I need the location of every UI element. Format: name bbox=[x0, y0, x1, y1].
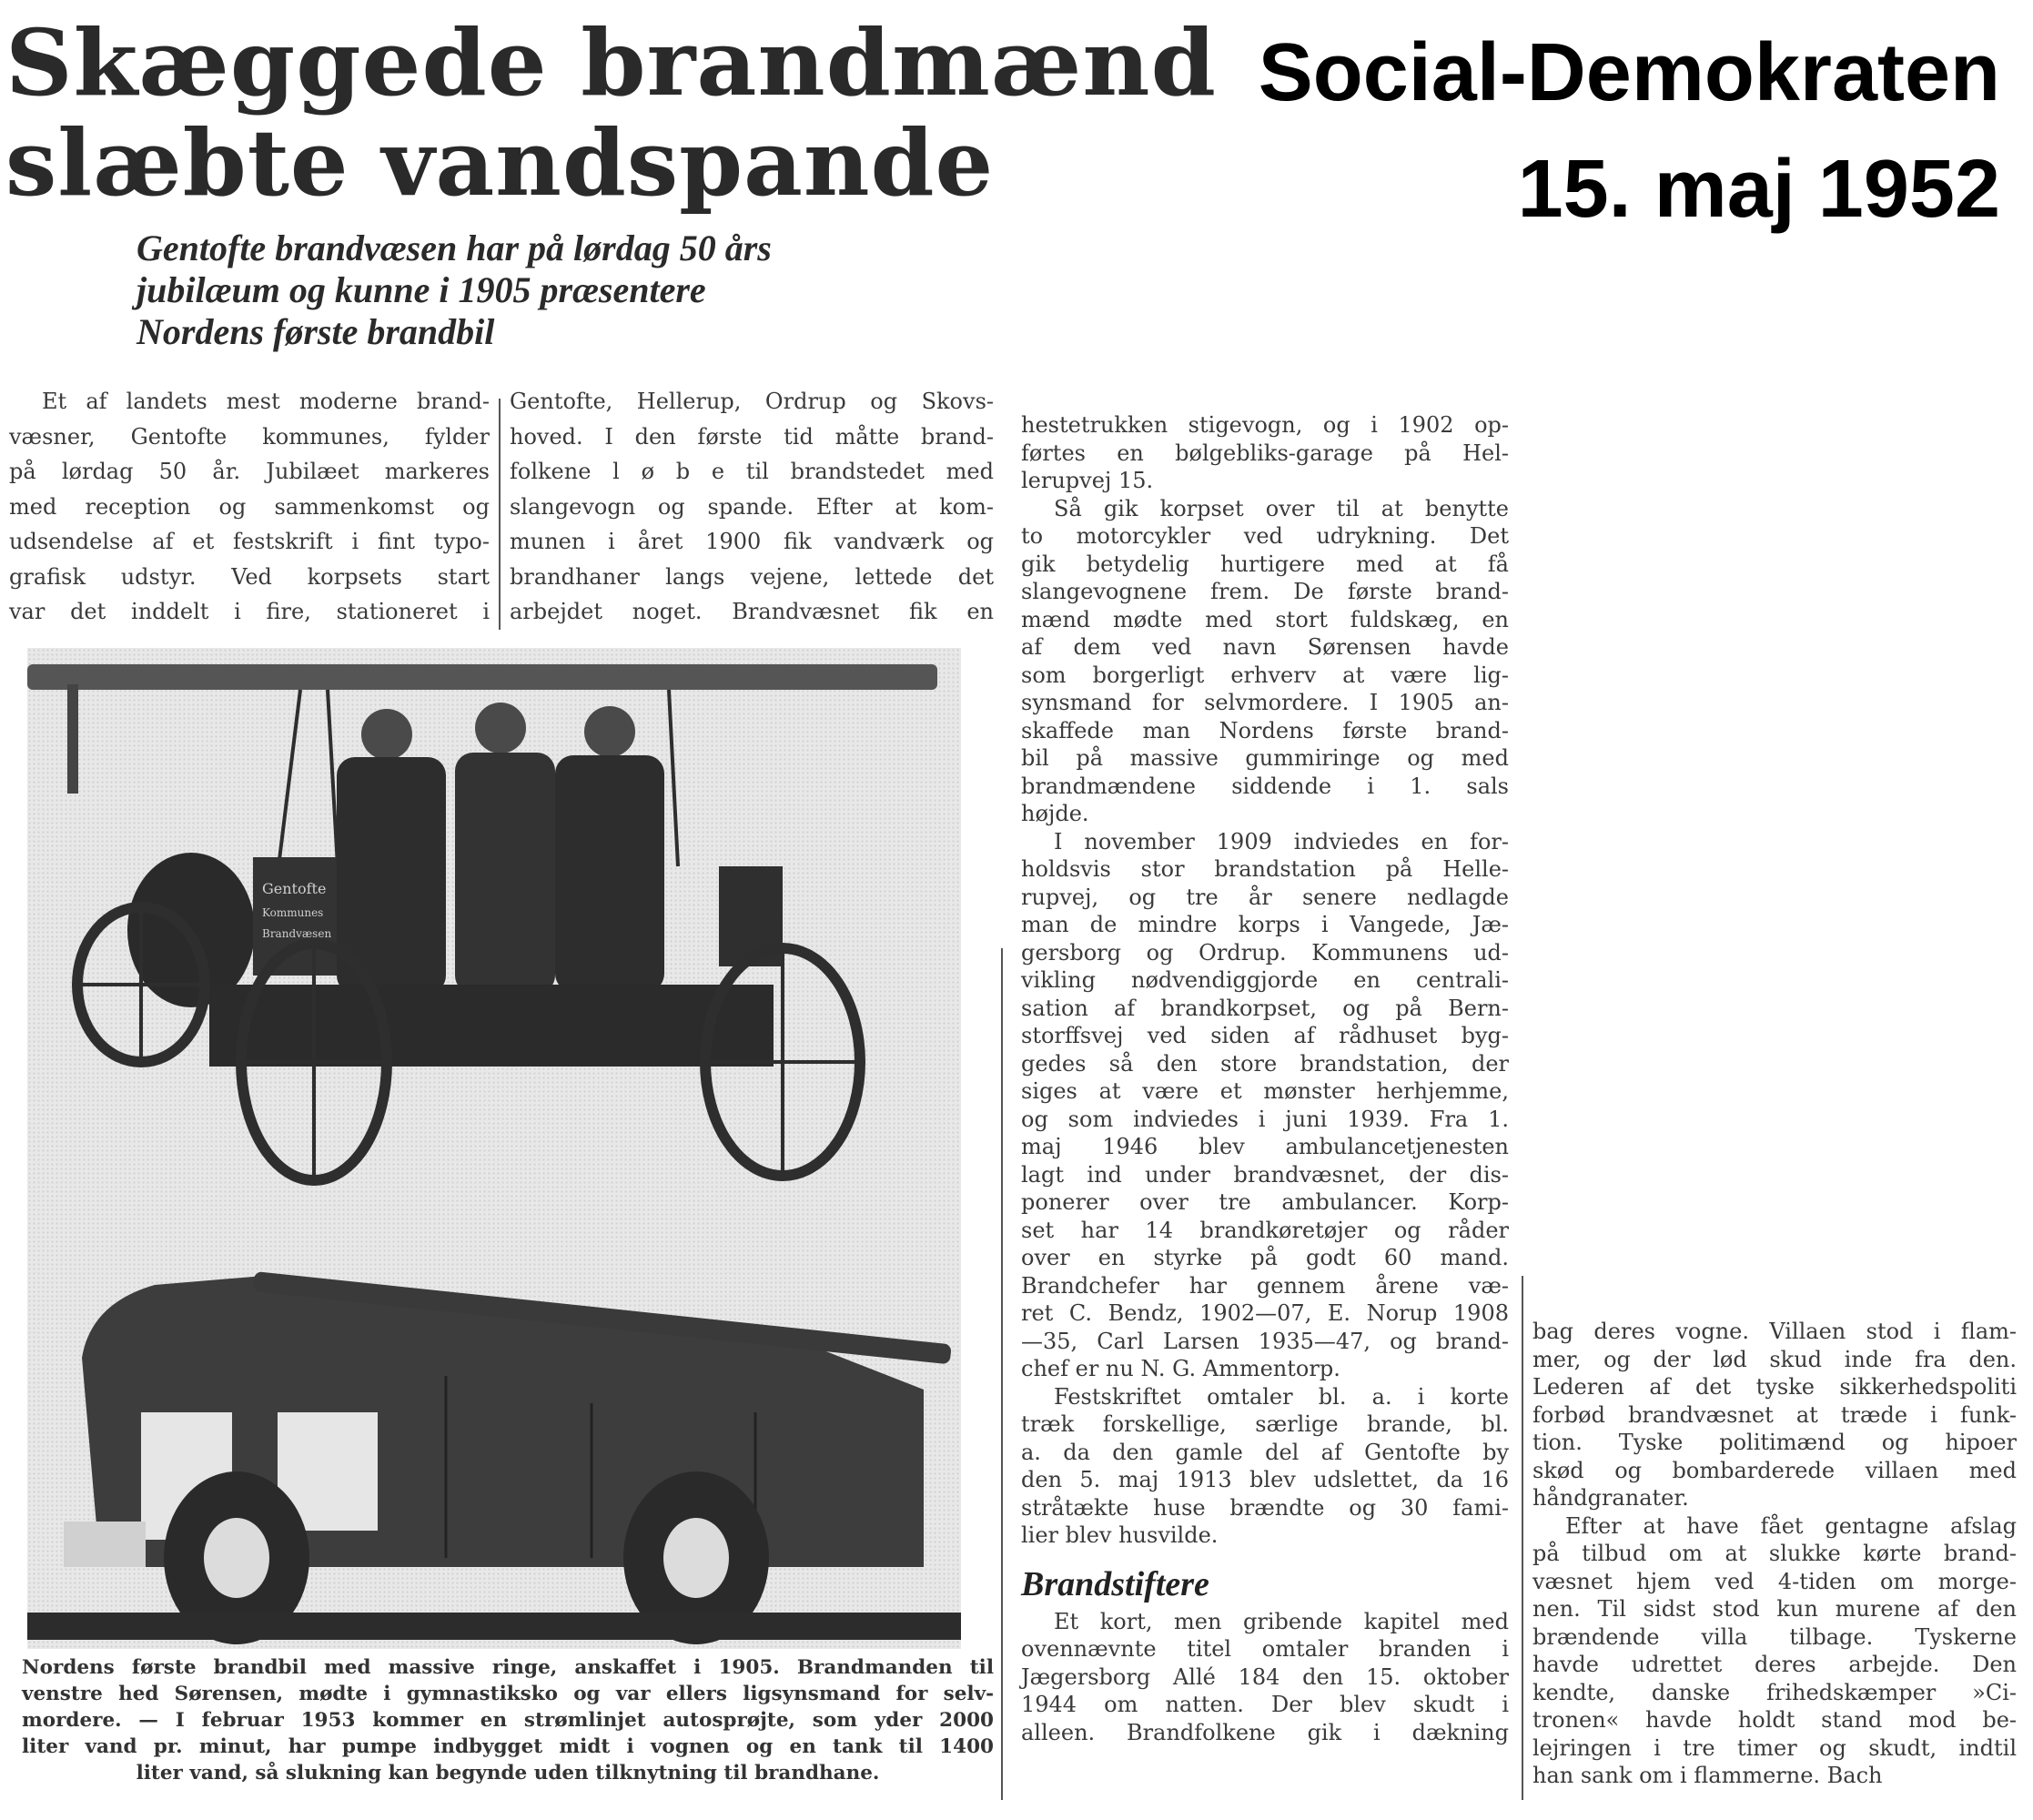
text-line: med reception og sammenkomst og bbox=[9, 493, 490, 520]
text-line: ovennævnte titel omtaler branden i bbox=[1021, 1636, 1509, 1662]
article-column-2 bbox=[510, 384, 994, 630]
text-line: siges at være et mønster herhjemme, bbox=[1021, 1078, 1509, 1104]
text-line: synsmand for selvmordere. I 1905 an- bbox=[1021, 690, 1509, 715]
article-column-3 bbox=[1021, 411, 1509, 1746]
text-line: slangevogn og spande. Efter at kom- bbox=[510, 493, 994, 520]
text-line: grafisk udstyr. Ved korpsets start bbox=[9, 563, 490, 590]
text-line: og som indviedes i juni 1939. Fra 1. bbox=[1021, 1106, 1509, 1132]
text-line: mer, og der lød skud inde fra den. bbox=[1532, 1346, 2017, 1372]
text-line: Efter at have fået gentagne afslag bbox=[1565, 1512, 2017, 1539]
text-line: arbejdet noget. Brandvæsnet fik en bbox=[510, 599, 994, 624]
door-lettering: Gentofte bbox=[262, 880, 327, 897]
text-line: bil på massive gummiringe og med bbox=[1021, 745, 1509, 771]
text-line: maj 1946 blev ambulancetjenesten bbox=[1021, 1134, 1509, 1159]
subheadline-line: jubilæum og kunne i 1905 præsentere bbox=[137, 269, 706, 310]
text-line: skaffede man Nordens første brand- bbox=[1021, 717, 1509, 743]
text-line: Så gik korpset over til at benytte bbox=[1054, 495, 1509, 521]
text-line: kendte, danske frihedskæmper »Ci- bbox=[1532, 1679, 2017, 1705]
column-rule bbox=[1522, 1276, 1523, 1800]
text-line: —35, Carl Larsen 1935—47, og brand- bbox=[1021, 1328, 1509, 1354]
text-line: var det inddelt i fire, stationeret i bbox=[9, 599, 490, 624]
old-fire-engine-image bbox=[27, 664, 937, 1180]
text-line: set har 14 brandkøretøjer og råder bbox=[1021, 1217, 1509, 1243]
text-line: holdsvis stor brandstation på Helle- bbox=[1021, 856, 1509, 882]
text-line: gedes så den store brandstation, der bbox=[1021, 1050, 1509, 1077]
text-line: bag deres vogne. Villaen stod i flam- bbox=[1532, 1319, 2017, 1344]
text-line: rupvej, og tre år senere nedlagde bbox=[1021, 884, 1509, 910]
text-line: munen i året 1900 fik vandværk og bbox=[510, 529, 994, 554]
text-line: sation af brandkorpset, og på Bern- bbox=[1021, 995, 1509, 1021]
section-subheading: Brandstiftere bbox=[1021, 1564, 1209, 1603]
door-lettering: Kommunes bbox=[262, 906, 324, 919]
subheadline bbox=[137, 228, 772, 353]
text-line: Gentofte, Hellerup, Ordrup og Skovs- bbox=[510, 389, 994, 414]
subheadline-line: Nordens første brandbil bbox=[137, 311, 495, 352]
text-line: han sank om i flammerne. Bach bbox=[1532, 1763, 1883, 1788]
text-line: hoved. I den første tid måtte brand- bbox=[510, 423, 994, 450]
text-line: gik betydelig hurtigere med at få bbox=[1021, 551, 1509, 577]
photo-caption bbox=[22, 1654, 994, 1786]
new-fire-engine-image bbox=[27, 1271, 961, 1644]
text-line: man de mindre korps i Vangede, Jæ- bbox=[1021, 912, 1509, 937]
text-line: stråtækte huse brændte og 30 fami- bbox=[1021, 1494, 1509, 1521]
text-line: Jægersborg Allé 184 den 15. oktober bbox=[1021, 1663, 1509, 1690]
subheadline-line: Gentofte brandvæsen har på lørdag 50 års bbox=[137, 228, 772, 268]
fire-engines-illustration bbox=[27, 648, 961, 1649]
text-line: tion. Tyske politimænd og hipoer bbox=[1532, 1430, 2017, 1455]
article-column-4 bbox=[1532, 1318, 2017, 1790]
column-rule bbox=[1001, 948, 1003, 1800]
newspaper-name: Social-Demokraten bbox=[1258, 27, 2000, 118]
text-line: Et kort, men gribende kapitel med bbox=[1054, 1608, 1509, 1634]
text-line: træk forskellige, særlige brande, bl. bbox=[1021, 1411, 1509, 1437]
text-line: hestetrukken stigevogn, og i 1902 op- bbox=[1021, 412, 1509, 438]
text-line: på tilbud om at slukke kørte brand- bbox=[1532, 1541, 2017, 1566]
text-line: udsendelse af et festskrift i fint typo- bbox=[9, 529, 490, 554]
text-line: Lederen af det tyske sikkerhedspoliti bbox=[1532, 1374, 2017, 1400]
text-line: væsnet hjem ved 4-tiden om morge- bbox=[1532, 1568, 2017, 1594]
text-line: venstre hed Sørensen, mødte i gymnastiksko og var ellers ligsynsmand for selv- bbox=[22, 1683, 994, 1705]
publication-date: 15. maj 1952 bbox=[1517, 144, 2000, 235]
article-column-1 bbox=[9, 384, 490, 630]
column-rule bbox=[499, 399, 501, 630]
text-line: Et af landets mest moderne brand- bbox=[42, 389, 490, 414]
fire-engines-photo bbox=[27, 648, 961, 1649]
chassis bbox=[209, 985, 774, 1067]
text-line: havde udrettet deres arbejde. Den bbox=[1532, 1652, 2017, 1677]
text-line: 1944 om natten. Der blev skudt i bbox=[1021, 1692, 1509, 1717]
text-line: forbød brandvæsnet at træde i funk- bbox=[1532, 1401, 2017, 1428]
text-line: lerupvej 15. bbox=[1021, 468, 1154, 493]
text-line: brændende villa tilbage. Tyskerne bbox=[1532, 1623, 2017, 1650]
door-lettering: Brandvæsen bbox=[262, 927, 332, 940]
text-line: brandmændene siddende i 1. sals bbox=[1021, 773, 1509, 799]
text-line: lier blev husvilde. bbox=[1021, 1522, 1219, 1548]
text-line: mænd mødte med stort fuldskæg, en bbox=[1021, 606, 1509, 632]
text-line: I november 1909 indviedes en for- bbox=[1054, 828, 1509, 854]
text-line: lejringen i tre timer og skudt, indtil bbox=[1532, 1734, 2017, 1761]
text-line: på lørdag 50 år. Jubilæet markeres bbox=[9, 459, 490, 484]
text-line: lagt ind under brandvæsnet, der dis- bbox=[1021, 1161, 1509, 1188]
text-line: folkene l ø b e til brandstedet med bbox=[510, 459, 994, 484]
text-line: nen. Til sidst stod kun murene af den bbox=[1532, 1596, 2017, 1622]
text-line: alleen. Brandfolkene gik i dækning bbox=[1021, 1719, 1509, 1745]
text-line: Festskriftet omtaler bl. a. i korte bbox=[1054, 1383, 1509, 1410]
text-line: a. da den gamle del af Gentofte by bbox=[1021, 1439, 1509, 1465]
headline-line-2: slæbte vandspande bbox=[5, 109, 995, 217]
text-line: som borgerligt erhverv at være lig- bbox=[1021, 662, 1509, 688]
text-line: den 5. maj 1913 blev udslettet, da 16 bbox=[1021, 1467, 1509, 1492]
text-line: skød og bombarderede villaen med bbox=[1532, 1457, 2017, 1483]
text-line: ret C. Bendz, 1902—07, E. Norup 1908 bbox=[1021, 1300, 1509, 1326]
text-line: storffsvej ved siden af rådhuset byg- bbox=[1021, 1023, 1509, 1048]
text-line: chef er nu N. G. Ammentorp. bbox=[1021, 1356, 1340, 1381]
text-line: af dem ved navn Sørensen havde bbox=[1021, 634, 1509, 660]
text-line: liter vand, så slukning kan begynde uden tilknytning til brandhane. bbox=[136, 1762, 880, 1785]
road bbox=[27, 1613, 961, 1640]
text-line: tronen« havde holdt stand mod be- bbox=[1532, 1707, 2017, 1733]
text-line: slangevognene frem. De første brand- bbox=[1021, 579, 1509, 604]
headline-line-1: Skæggede brandmænd bbox=[5, 9, 1217, 116]
ladder bbox=[27, 664, 937, 690]
text-line: Brandchefer har gennem årene væ- bbox=[1021, 1272, 1509, 1299]
text-line: Nordens første brandbil med massive ringe, anskaffet i 1905. Brandmanden til bbox=[22, 1656, 994, 1679]
text-line: gersborg og Ordrup. Kommunens ud- bbox=[1021, 939, 1509, 966]
text-line: førtes en bølgebliks-garage på Hel- bbox=[1021, 440, 1509, 466]
text-line: liter vand pr. minut, har pumpe indbygget midt i vognen og en tank til 1400 bbox=[22, 1735, 994, 1758]
text-line: to motorcykler ved udrykning. Det bbox=[1021, 523, 1509, 549]
text-line: væsner, Gentofte kommunes, fylder bbox=[9, 423, 490, 450]
text-line: brandhaner langs vejene, lettede det bbox=[510, 563, 994, 590]
text-line: ponerer over tre ambulancer. Korp- bbox=[1021, 1189, 1509, 1215]
text-line: håndgranater. bbox=[1532, 1485, 1689, 1511]
text-line: højde. bbox=[1021, 801, 1089, 826]
text-line: mordere. — I februar 1953 kommer en strømlinjet autosprøjte, som yder 2000 bbox=[22, 1709, 994, 1732]
text-line: over en styrke på godt 60 mand. bbox=[1021, 1245, 1509, 1270]
text-line: vikling nødvendiggjorde en centrali- bbox=[1021, 967, 1509, 993]
